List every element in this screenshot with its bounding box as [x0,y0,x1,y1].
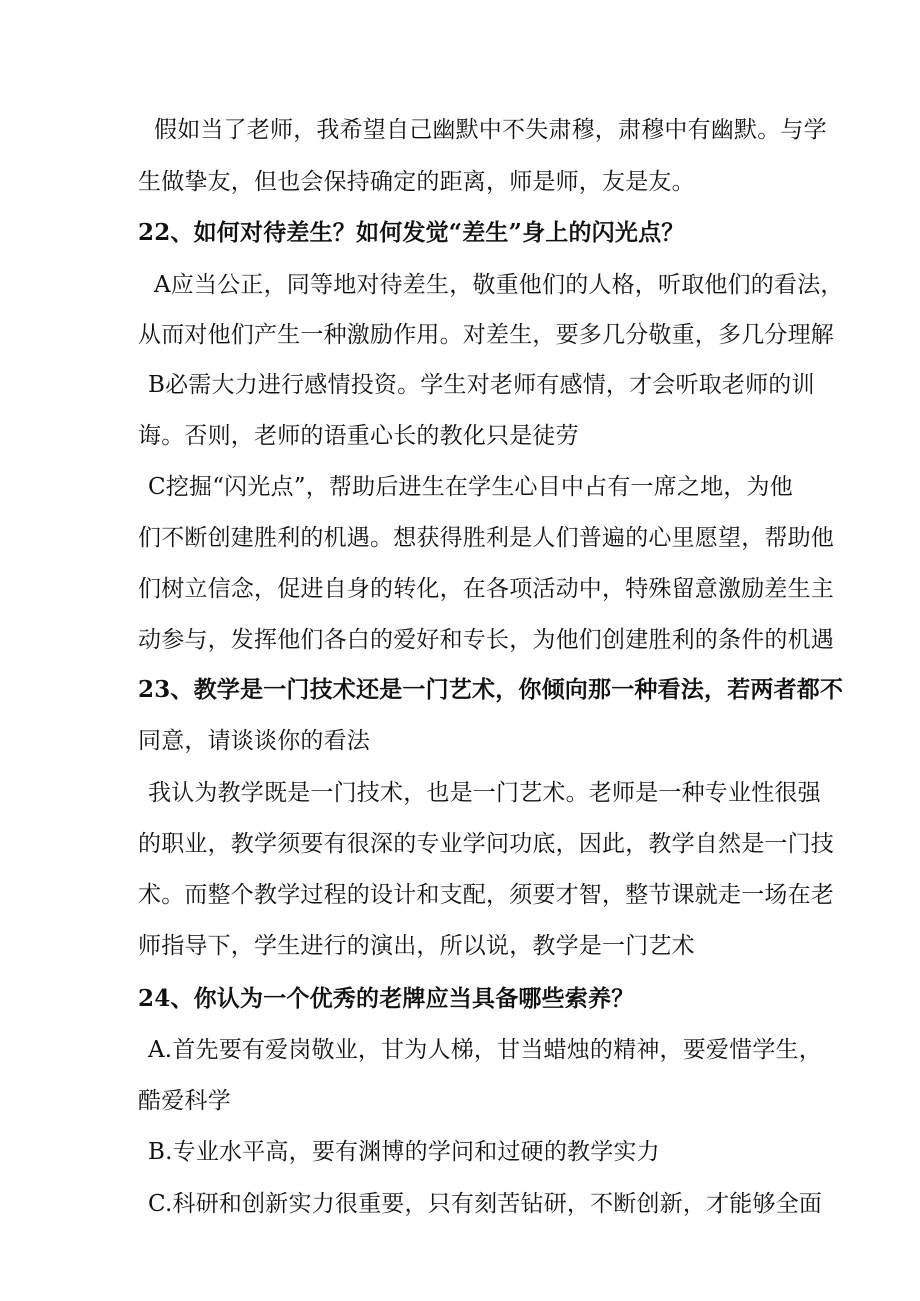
answer-line-c: C挖掘“闪光点”，帮助后进生在学生心目中占有一席之地，为他 [148,474,793,500]
answer-paragraph-line: 我认为教学既是一门技术，也是一门艺术。老师是一种专业性很强 [148,780,821,806]
body-line: 师指导下，学生进行的演出，所以说，教学是一门艺术 [138,933,695,959]
answer-line-c: C.科研和创新实力很重要，只有刻苦钻研，不断创新，才能够全面 [148,1191,823,1217]
answer-line-a: A应当公正，同等地对待差生，敬重他们的人格，听取他们的看法， [154,272,844,298]
answer-line-b: B.专业水平高，要有渊博的学问和过硬的教学实力 [148,1139,660,1165]
body-line: 诲。否则，老师的语重心长的教化只是徒劳 [138,423,579,449]
question-heading-24: 24、你认为一个优秀的老牌应当具备哪些索养？ [138,985,635,1012]
question-heading-22: 22、如何对待差生？如何发觉“差生”身上的闪光点？ [138,219,685,246]
answer-line-a: A.首先要有爱岗敬业，甘为人梯，甘当蜡烛的精神，要爱惜学生， [148,1037,822,1063]
question-heading-23: 23、教学是一门技术还是一门艺术，你倾向那一种看法，若两者都不 [138,676,844,703]
answer-line-b: B必需大力进行感情投资。学生对老师有感情，才会听取老师的训 [148,372,815,398]
body-line: 同意，请谈谈你的看法 [138,728,370,754]
body-line: 们不断创建胜利的机遇。想获得胜利是人们普遍的心里愿望，帮助他 [138,525,834,551]
body-line: 的职业，教学须要有很深的专业学问功底，因此，教学自然是一门技 [138,831,834,857]
body-line: 假如当了老师，我希望自己幽默中不失肃穆，肃穆中有幽默。与学 [154,117,827,143]
body-line: 酷爱科学 [138,1088,231,1114]
body-line: 们树立信念，促进自身的转化，在各项活动中，特殊留意激励差生主 [138,576,834,602]
body-line: 从而对他们产生一种激励作用。对差生，要多几分敬重，多几分理解 [138,322,834,348]
body-line: 动参与，发挥他们各白的爱好和专长，为他们创建胜利的条件的机遇 [138,627,834,653]
body-line: 生做挚友，但也会保持确定的距离，师是师，友是友。 [138,169,695,195]
body-line: 术。而整个教学过程的设计和支配，须要才智，整节课就走一场在老 [138,882,834,908]
